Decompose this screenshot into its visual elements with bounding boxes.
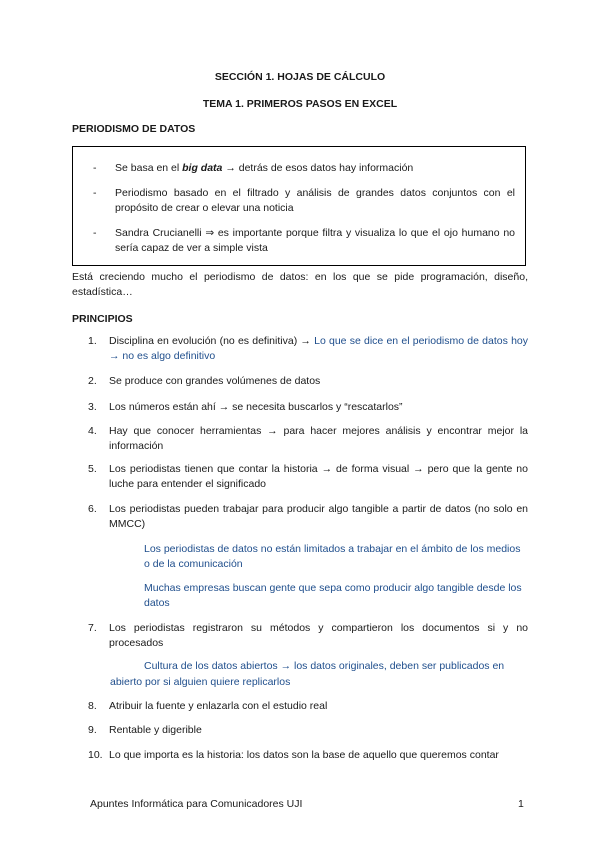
periodismo-heading: PERIODISMO DE DATOS (72, 123, 196, 135)
definition-box (72, 146, 526, 266)
note-paragraph: Muchas empresas buscan gente que sepa como producir algo tangible desde los datos (144, 582, 522, 610)
bullet-dash: - (93, 187, 97, 199)
principios-heading: PRINCIPIOS (72, 313, 133, 325)
note-paragraph: Los periodistas de datos no están limitados a trabajar en el ámbito de los medios o de la comunicación (144, 543, 521, 571)
list-item: 5. Los periodistas tienen que contar la historia → de forma visual → pero que la gente no luche para entender el significado (88, 463, 528, 491)
note-paragraph: Cultura de los datos abiertos → los datos originales, deben ser publicados en (144, 660, 505, 672)
list-item: 6. Los periodistas pueden trabajar para producir algo tangible a partir de datos (no solo en MMCC) (88, 503, 528, 531)
topic-title: TEMA 1. PRIMEROS PASOS EN EXCEL (202, 98, 398, 110)
intro-paragraph: Está creciendo mucho el periodismo de datos: en los que se pide programación, diseño, estadística… (72, 271, 528, 299)
box-item: - Se basa en el big data → detrás de esos datos hay información (93, 161, 515, 176)
list-item: 1. Disciplina en evolución (no es definitiva) → Lo que se dice en el periodismo de datos hoy → no es algo definitivo (88, 335, 528, 363)
box-item: - Sandra Crucianelli ⇒ es importante porque filtra y visualiza lo que el ojo humano no sería capaz de ver a simple vista (93, 227, 515, 255)
section-title: SECCIÓN 1. HOJAS DE CÁLCULO (214, 71, 386, 83)
list-item: 9. Rentable y digerible (88, 724, 202, 736)
blue-note: Lo que se dice en el periodismo de datos hoy → no es algo definitivo (109, 335, 528, 363)
list-item: 4. Hay que conocer herramientas → para hacer mejores análisis y encontrar mejor la información (88, 425, 528, 453)
page-number: 1 (518, 798, 524, 810)
list-item: 7. Los periodistas registraron su métodos y compartieron los documentos si y no procesados (88, 622, 528, 650)
footer-text: Apuntes Informática para Comunicadores UJI (90, 798, 303, 810)
list-item: 3. Los números están ahí → se necesita buscarlos y “rescatarlos” (88, 401, 403, 413)
box-item: - Periodismo basado en el filtrado y análisis de grandes datos conjuntos con el propósito de crear o elevar una noticia (93, 187, 515, 215)
list-item: 8. Atribuir la fuente y enlazarla con el estudio real (88, 700, 328, 712)
list-item: 10. Lo que importa es la historia: los datos son la base de aquello que queremos contar (88, 749, 499, 761)
list-item: 2. Se produce con grandes volúmenes de datos (88, 375, 321, 387)
bullet-dash: - (93, 162, 97, 174)
big-data-term: big data (182, 162, 223, 174)
note-paragraph: abierto por si alguien quiere replicarlos (110, 676, 291, 688)
bullet-dash: - (93, 227, 97, 239)
